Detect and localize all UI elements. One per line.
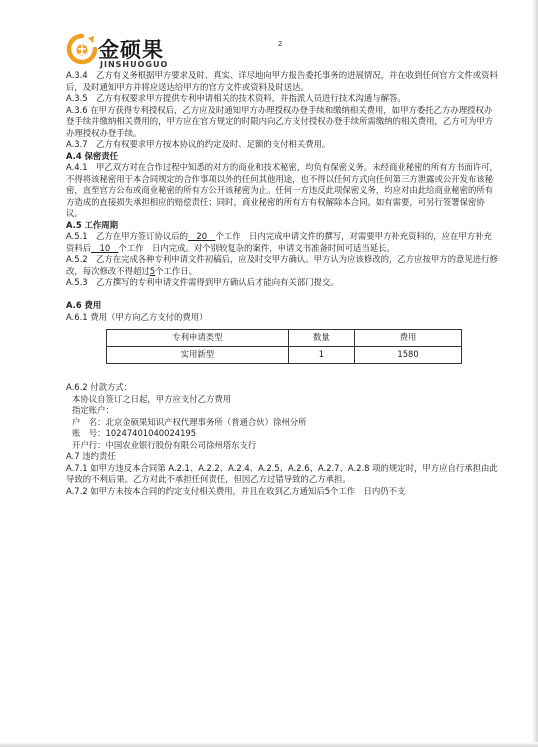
gold-fruit-logo-icon bbox=[66, 33, 98, 65]
clause-a52-post: 个工作日。 bbox=[155, 265, 197, 276]
clause-a34: A.3.4 乙方有义务根据甲方要求及时、真实、详尽地向甲方报告委托事务的进展情况，并在收到任何官方文件或资料后，及时通知甲方并将应送达给甲方的官方文件或资料及时送达。 bbox=[66, 70, 498, 92]
fee-cell-quantity: 1 bbox=[288, 347, 354, 364]
page-number: 2 bbox=[278, 40, 283, 48]
clause-a35: A.3.5 乙方有权要求甲方提供专利申请相关的技术资料，并指派人员进行技术沟通与解答。 bbox=[66, 93, 406, 103]
clause-a52-pre: A.5.2 乙方在完成各种专利申请文件初稿后，应及时交甲方确认。甲方认为应该修改的，乙方应按甲方的意见进行修改，每次修改不得超过 bbox=[66, 254, 498, 276]
fee-header-type: 专利申请类型 bbox=[107, 330, 289, 347]
clause-a52 bbox=[66, 254, 498, 277]
clause-a51-days1: 20 bbox=[188, 231, 216, 241]
clause-a61: A.6.1 费用（甲方向乙方支付的费用） bbox=[66, 311, 208, 322]
clause-a62-line2: 指定账户： bbox=[72, 405, 114, 415]
section-a7-title: A.7 违约责任 bbox=[66, 451, 116, 461]
page-edge-shadow bbox=[532, 0, 538, 747]
clause-a72: A.7.2 如甲方未按本合同的约定支付相关费用，并且在收到乙方通知后5个工作 日内仍不支 bbox=[66, 485, 406, 496]
logo-english-name: JINSHUOGUO bbox=[100, 60, 169, 69]
logo-chinese-name: 金硕果 bbox=[98, 38, 164, 62]
clause-a36: A.3.6 在甲方获得专利授权后，乙方应及时通知甲方办理授权办登手续和缴纳相关费用，如甲方委托乙方办理授权办登手续并缴纳相关费用的，甲方应在官方规定的时限内向乙方支付授权办登手续所需缴纳的相关费用，乙方可为甲方办理授权办登手续。 bbox=[66, 104, 494, 138]
clause-a52-days: 5 bbox=[149, 265, 156, 276]
section-a4-title: A.4 保密责任 bbox=[66, 150, 119, 161]
section-a5-title: A.5 工作周期 bbox=[66, 219, 119, 230]
clause-a62-line1: 本协议自签订之日起，甲方应支付乙方费用 bbox=[72, 393, 232, 404]
company-logo bbox=[66, 33, 206, 73]
clause-a51-mid: 个工作 日内完成申请文件的撰写，对需要甲方补充资料的，应在甲方补充资料后 bbox=[66, 231, 492, 253]
clause-a51-post: 个工作 日内完成。对个别较复杂的案件，申请文书准备时间可适当延长。 bbox=[118, 242, 395, 253]
clause-a51-days2: 10 bbox=[91, 242, 119, 253]
account-name: 户 名：北京金硕果知识产权代理事务所（普通合伙）徐州分所 bbox=[72, 416, 307, 427]
fee-header-amount: 费用 bbox=[355, 330, 462, 347]
clause-a51-pre: A.5.1 乙方在甲方签订协议后的 bbox=[66, 231, 189, 241]
section-a6-title: A.6 费用 bbox=[66, 300, 102, 310]
clause-a71: A.7.1 如甲方违反本合同第 A.2.1、A.2.2、A.2.4、A.2.5、A.2.6、A.2.7、A.2.8 项的规定时，甲方应自行承担由此导致的不利后果。乙方对此不承担任何责任，但因乙方过错导致的乙方承担。 bbox=[66, 462, 498, 484]
clause-a41: A.4.1 甲乙双方对在合作过程中知悉的对方的商业和技术秘密，均负有保密义务。未经商业秘密的所有方书面许可，不得将该秘密用于本合同规定的合作事项以外的任何其他用途，也不得以任何方式向任何第三方泄露或公开发布该秘密，直至官方公布或商业秘密的所有方公开该秘密为止。任何一方违反此项保密义务，均应对由此给商业秘密的所有方造成的直接损失承担相应的赔偿责任；同时，商业秘密的所有方有权解除本合同。如有需要，可另行签署保密协议。 bbox=[66, 162, 498, 218]
clause-a53: A.5.3 乙方撰写的专利申请文件需得到甲方确认后才能向有关部门提交。 bbox=[66, 277, 339, 287]
contract-body bbox=[66, 70, 498, 497]
fee-table-header bbox=[107, 330, 462, 347]
page-edge-shadow bbox=[0, 742, 538, 747]
table-row bbox=[107, 347, 462, 364]
fee-cell-amount: 1580 bbox=[355, 347, 462, 364]
account-bank: 开户行：中国农业银行股份有限公司徐州塔东支行 bbox=[72, 439, 257, 450]
fee-cell-type: 实用新型 bbox=[107, 347, 289, 364]
fee-table bbox=[106, 329, 462, 364]
spacer bbox=[66, 289, 498, 301]
clause-a37: A.3.7 乙方有权要求甲方按本协议的约定及时、足额的支付相关费用。 bbox=[66, 139, 331, 149]
fee-header-quantity: 数量 bbox=[288, 330, 354, 347]
account-number: 账 号：10247401040024195 bbox=[72, 428, 197, 438]
clause-a51 bbox=[66, 231, 498, 254]
spacer bbox=[66, 364, 498, 382]
clause-a62-title: A.6.2 付款方式： bbox=[66, 382, 133, 392]
